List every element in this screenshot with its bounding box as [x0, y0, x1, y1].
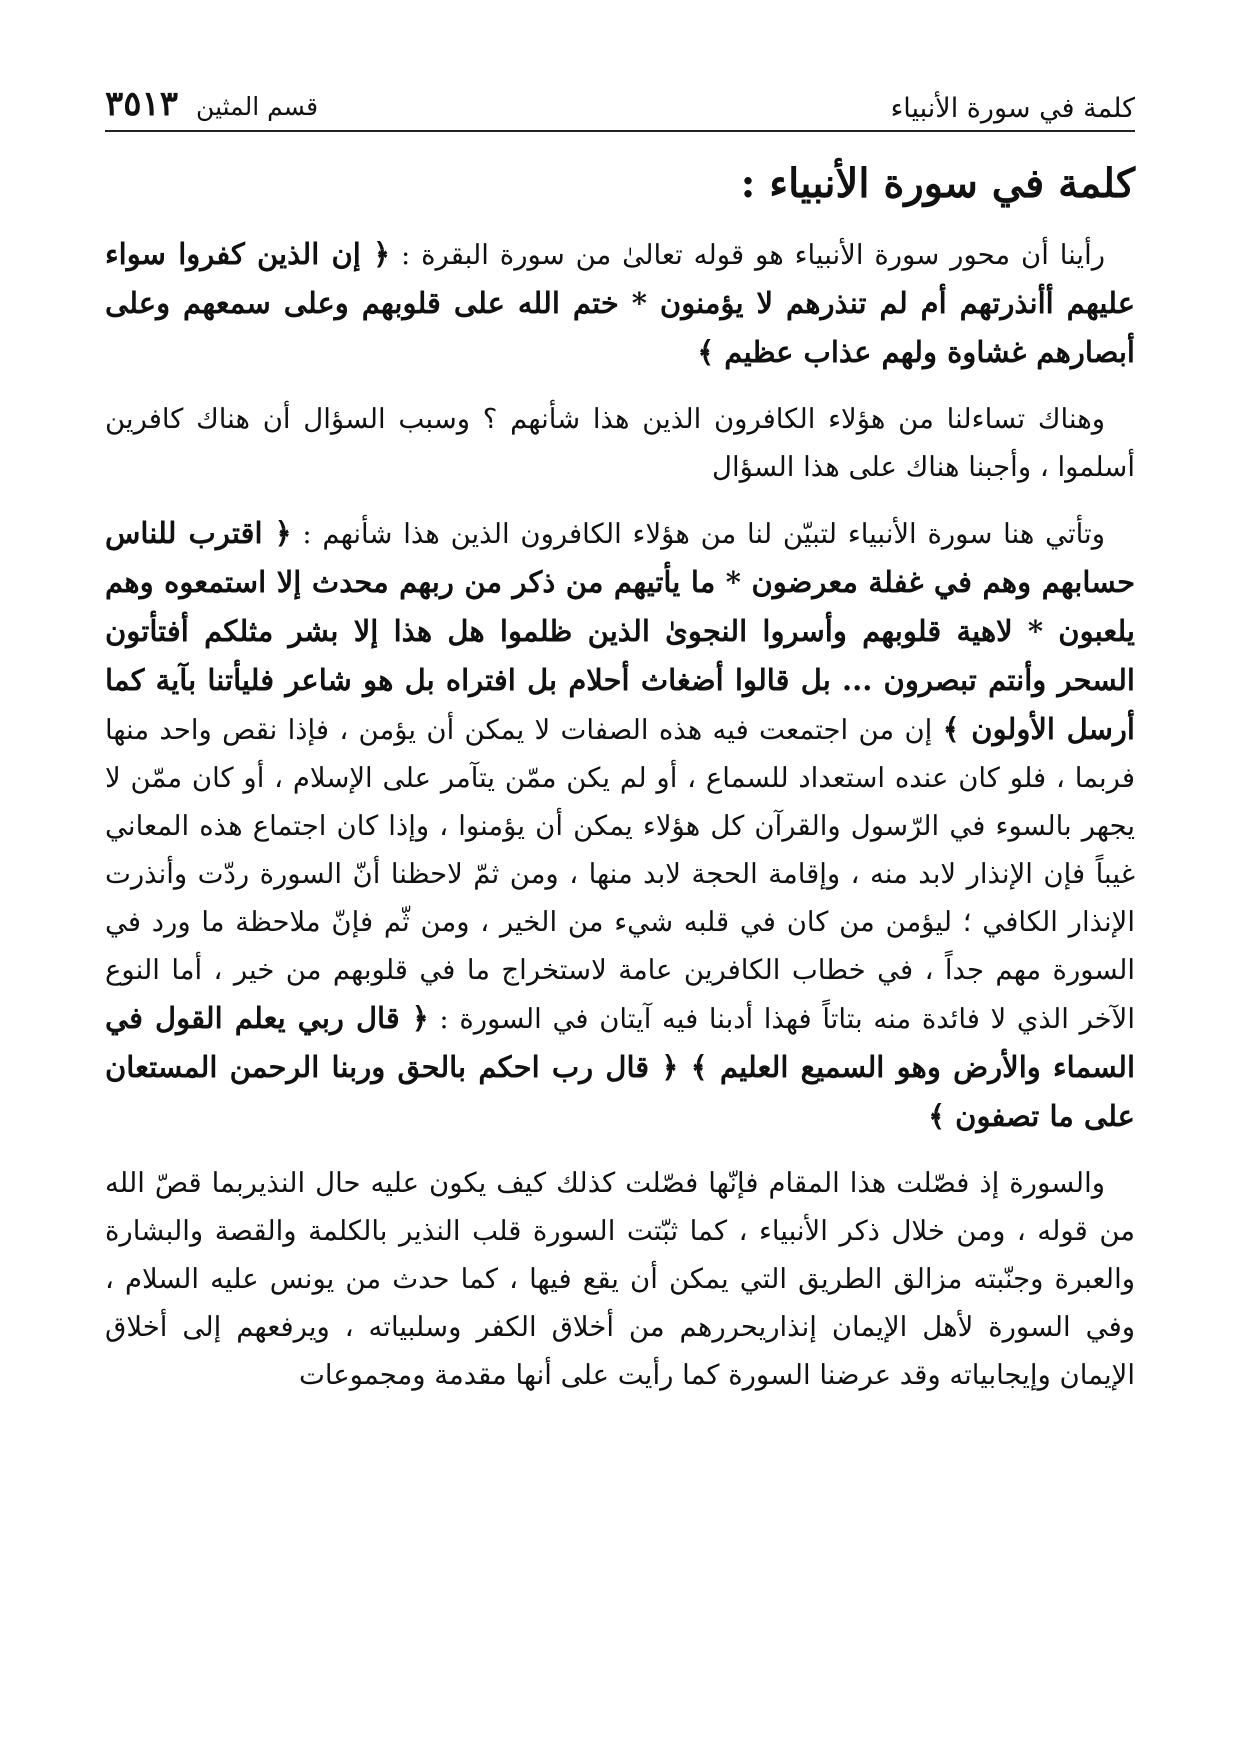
book-page	[105, 60, 1135, 1720]
paragraph-2	[105, 395, 1135, 491]
paragraph-text: رأينا أن محور سورة الأنبياء هو قوله تعالىٰ من سورة البقرة :	[390, 239, 1105, 271]
paragraph-text: وتأتي هنا سورة الأنبياء لتبيّن لنا من هؤلاء الكافرون الذين هذا شأنهم :	[291, 518, 1105, 550]
quran-quote: ﴿ إن الذين كفروا سواء عليهم أأنذرتهم أم لم تنذرهم لا يؤمنون * ختم الله على قلوبهم وعلى سمعهم وعلى أبصارهم غشاوة ولهم عذاب عظيم ﴾	[105, 237, 1135, 369]
header-left-group	[105, 84, 318, 124]
quran-quote: ﴿ قال ربي يعلم القول في السماء والأرض وهو السميع العليم ﴾ ﴿ قال رب احكم بالحق وربنا الرحمن المستعان على ما تصفون ﴾	[105, 1001, 1135, 1133]
paragraph-1	[105, 230, 1135, 377]
running-header	[105, 78, 1135, 124]
section-heading: كلمة في سورة الأنبياء :	[740, 160, 1135, 207]
page-number: ٣٥١٣	[105, 84, 179, 124]
paragraph-4	[105, 1159, 1135, 1399]
paragraph-3	[105, 509, 1135, 1141]
header-divider	[105, 130, 1135, 132]
header-section: قسم المثين	[196, 92, 319, 121]
quran-quote: ﴿ اقترب للناس حسابهم وهم في غفلة معرضون * ما يأتيهم من ذكر من ربهم محدث إلا استمعوه وهم يلعبون * لاهية قلوبهم وأسروا النجوىٰ الذين ظلموا هل هذا إلا بشر مثلكم أفتأتون السحر وأنتم تبصرون ... بل قالوا أضغاث أحلام بل افتراه بل هو شاعر فليأتنا بآية كما أرسل الأولون ﴾	[105, 516, 1135, 746]
body-text	[105, 230, 1135, 1417]
paragraph-text: إن من اجتمعت فيه هذه الصفات لا يمكن أن يؤمن ، فإذا نقص واحد منها فربما ، فلو كان عنده استعداد للسماع ، أو لم يكن ممّن يتآمر على الإسلام ، أو كان ممّن لا يجهر بالسوء في الرّسول والقرآن كل هؤلاء يمكن أن يؤمنوا ، وإذا كان اجتماع هذه المعاني غيباً فإن الإنذار لابد منه ، وإقامة الحجة لابد منها ، ومن ثمّ لاحظنا أنّ السورة ردّت وأنذرت الإنذار الكافي ؛ ليؤمن من كان في قلبه شيء من الخير ، ومن ثّم فإنّ ملاحظة ما ورد في السورة مهم جداً ، في خطاب الكافرين عامة لاستخراج ما في قلوبهم من خير ، أما النوع الآخر الذي لا فائدة منه بتاتاً فهذا أدبنا فيه آيتان في السورة :	[105, 714, 1136, 1035]
header-title: كلمة في سورة الأنبياء	[890, 93, 1135, 124]
paragraph-text: وهناك تساءلنا من هؤلاء الكافرون الذين هذا شأنهم ؟ وسبب السؤال أن هناك كافرين أسلموا ، وأجبنا هناك على هذا السؤال	[105, 403, 1135, 483]
paragraph-text: والسورة إذ فصّلت هذا المقام فإنّها فصّلت كذلك كيف يكون عليه حال النذيربما قصّ الله من قوله ، ومن خلال ذكر الأنبياء ، كما ثبّتت السورة قلب النذير بالكلمة والقصة والبشارة والعبرة وجنّبته مزالق الطريق التي يمكن أن يقع فيها ، كما حدث من يونس عليه السلام ، وفي السورة لأهل الإيمان إنذاريحررهم من أخلاق الكفر وسلبياته ، ويرفعهم إلى أخلاق الإيمان وإيجابياته وقد عرضنا السورة كما رأيت على أنها مقدمة ومجموعات	[105, 1167, 1135, 1391]
